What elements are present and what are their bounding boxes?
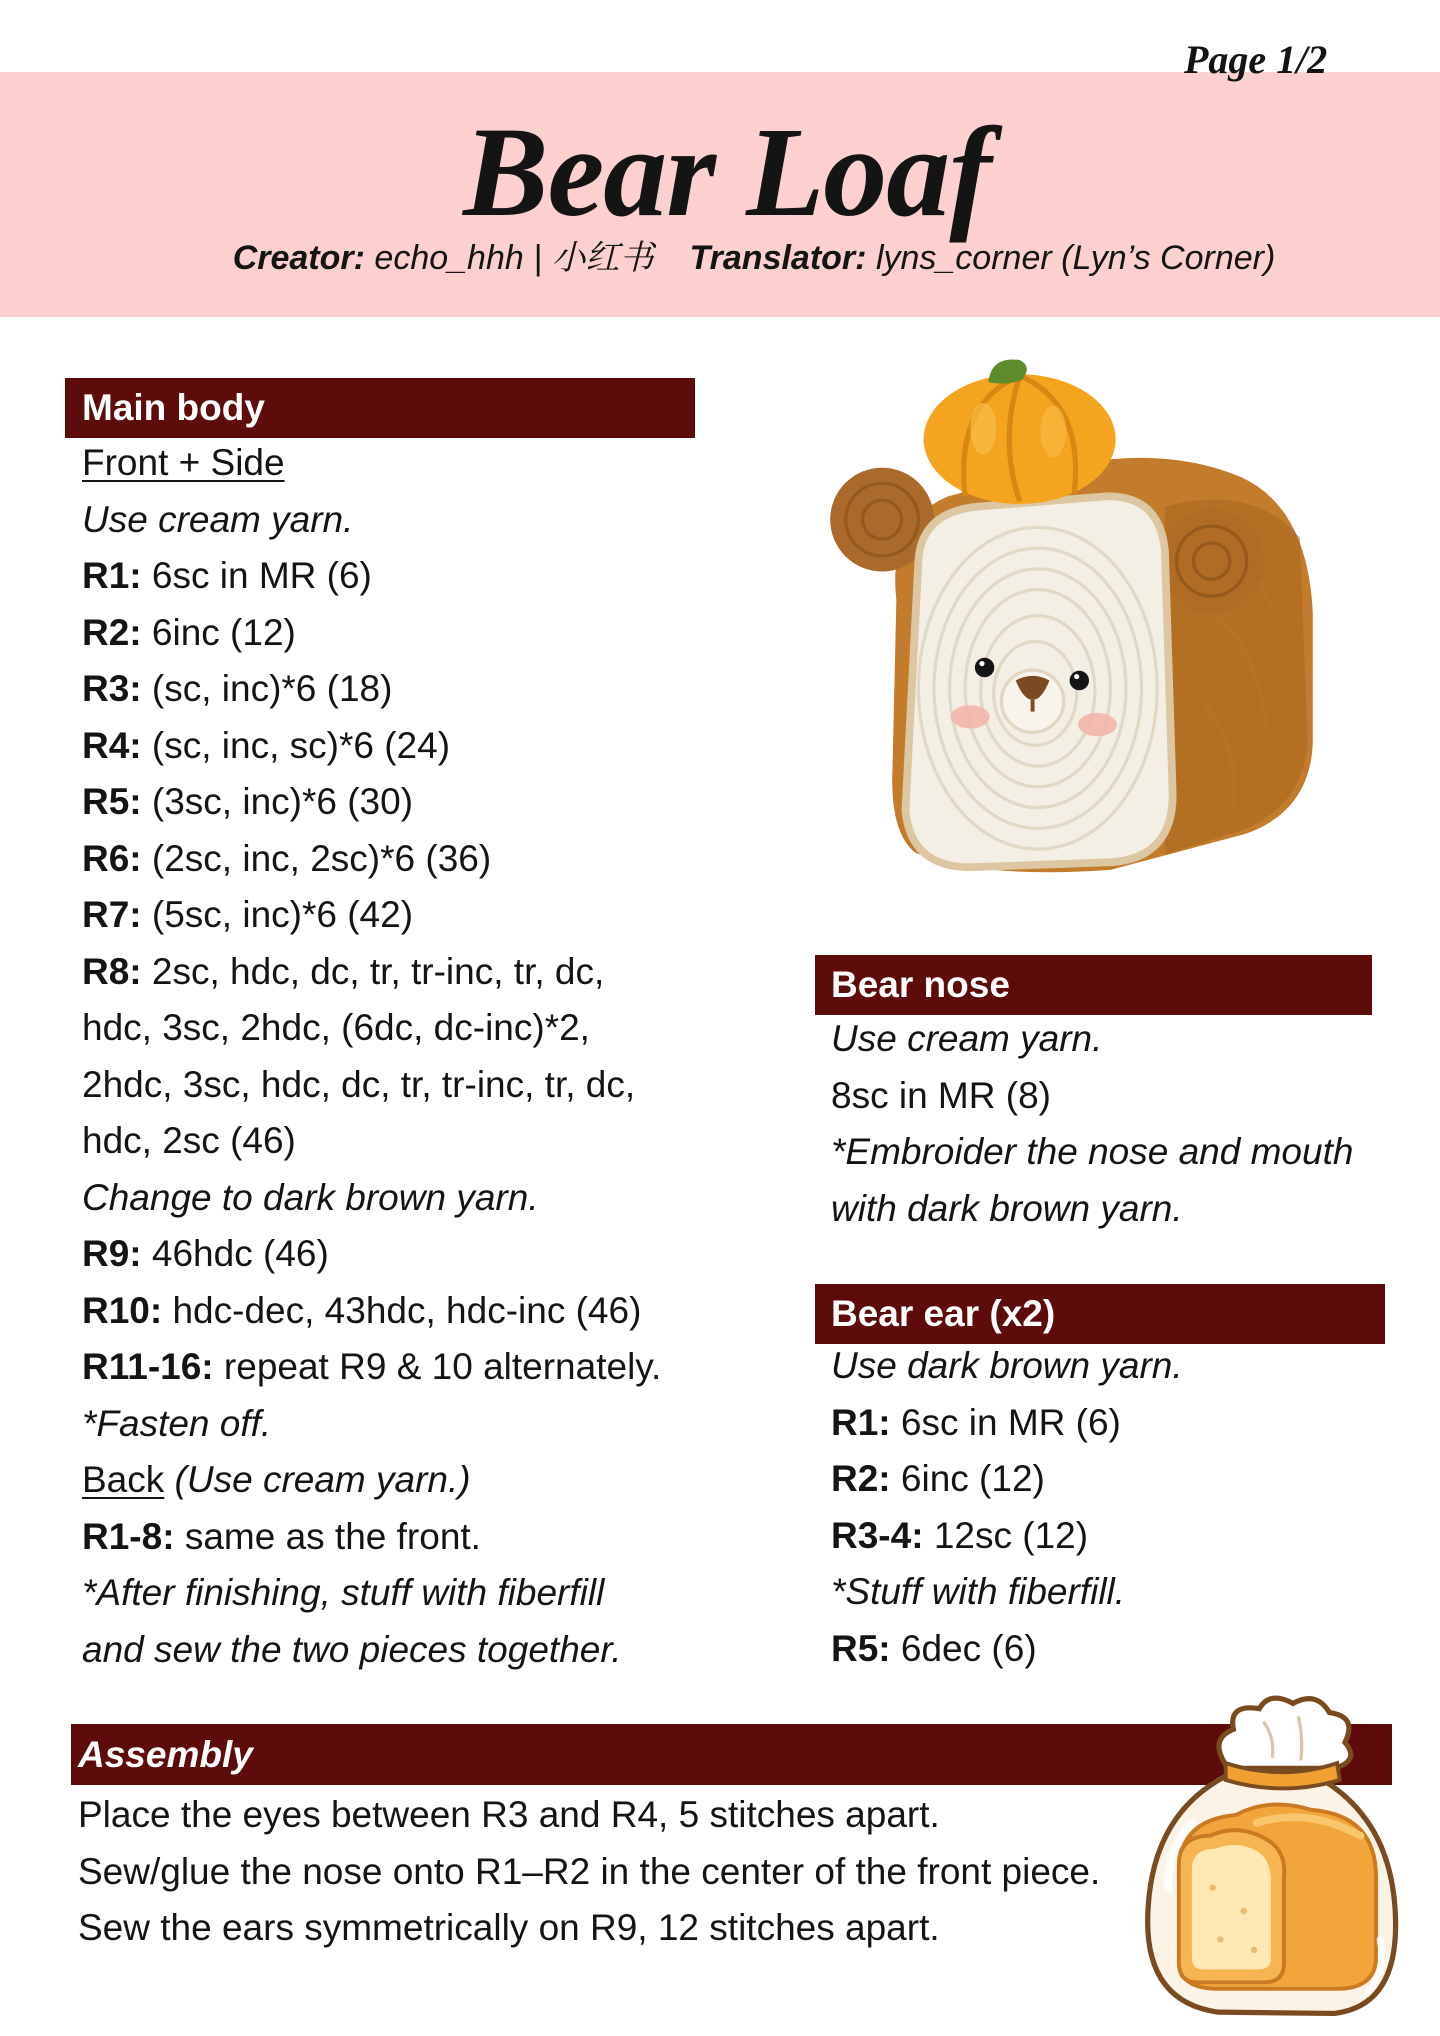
assembly-step: Sew/glue the nose onto R1–R2 in the center of the front piece. (78, 1850, 1101, 1892)
round-label: R4: (82, 724, 142, 766)
credits-line (233, 238, 1276, 278)
round-instruction: same as the front. (184, 1515, 481, 1557)
round-r1 (82, 548, 661, 605)
bread-bag-illustration (1140, 1693, 1402, 2020)
round-instruction: (sc, inc, sc)*6 (24) (151, 724, 451, 766)
nose-instruction: 8sc in MR (8) (831, 1074, 1051, 1116)
right-cheek (1078, 713, 1117, 736)
round-instruction: (5sc, inc)*6 (42) (151, 894, 414, 935)
round-label: R1-8: (82, 1515, 175, 1557)
round-label: R8: (82, 950, 142, 992)
round-label: R7: (82, 894, 142, 935)
bag-top-ruffle (1219, 1698, 1351, 1768)
round-r2 (82, 605, 661, 662)
round-instruction: hdc-dec, 43hdc, hdc-inc (46) (172, 1289, 642, 1331)
round-label: R11-16: (82, 1346, 214, 1387)
page-title: Bear Loaf (463, 101, 991, 243)
bear-loaf-photo (825, 352, 1318, 874)
round-r8 (82, 944, 661, 1001)
round-r8-continued: 2hdc, 3sc, hdc, dc, tr, tr-inc, tr, dc, (82, 1063, 636, 1105)
assembly-section (78, 1787, 1100, 1957)
main-body-heading: Main body (65, 378, 695, 438)
pumpkin (924, 374, 1116, 504)
round-r4 (82, 718, 661, 775)
page-number: Page 1/2 (1184, 37, 1328, 82)
yarn-note: Use cream yarn. (82, 498, 354, 540)
round-r11-16 (82, 1339, 661, 1396)
round-r3 (82, 661, 661, 718)
back-subheading: Back (82, 1459, 165, 1500)
ear-round-r2 (831, 1451, 1183, 1508)
round-r6 (82, 831, 661, 888)
round-instruction: (3sc, inc)*6 (30) (151, 781, 414, 822)
bear-nose-section (831, 1011, 1353, 1237)
fasten-off-note: *Fasten off. (82, 1402, 272, 1444)
bear-ear-section (831, 1338, 1183, 1677)
round-label: R5: (82, 781, 142, 822)
finishing-note: and sew the two pieces together. (82, 1628, 622, 1670)
assembly-step: Place the eyes between R3 and R4, 5 stitches apart. (78, 1794, 940, 1835)
round-instruction: 6inc (12) (151, 611, 296, 653)
left-eye (975, 658, 994, 677)
main-body-section (82, 435, 661, 1678)
back-subheading-line (82, 1452, 661, 1509)
round-label: R5: (831, 1627, 891, 1669)
front-side-subheading-line (82, 435, 661, 492)
round-instruction: repeat R9 & 10 alternately. (223, 1346, 662, 1387)
embroider-note: with dark brown yarn. (831, 1187, 1183, 1229)
assembly-heading: Assembly (71, 1724, 1392, 1785)
ear-round-r1 (831, 1395, 1183, 1452)
creator-label: Creator: (232, 239, 365, 277)
round-r1-8 (82, 1509, 661, 1566)
ear-round-r5 (831, 1621, 1183, 1678)
round-instruction: 6inc (12) (900, 1458, 1045, 1499)
round-instruction: 2sc, hdc, dc, tr, tr-inc, tr, dc, (151, 950, 605, 992)
round-r8-continued: hdc, 3sc, 2hdc, (6dc, dc-inc)*2, (82, 1007, 590, 1048)
round-label: R3: (82, 668, 142, 709)
round-label: R10: (82, 1289, 163, 1331)
round-label: R1: (82, 555, 142, 596)
creator-value: echo_hhh | 小红书 (374, 239, 654, 277)
round-label: R9: (82, 1233, 142, 1274)
bear-ear-heading: Bear ear (x2) (815, 1284, 1385, 1344)
right-ear (1160, 509, 1264, 613)
round-instruction: 46hdc (46) (151, 1233, 329, 1274)
stuff-note: *Stuff with fiberfill. (831, 1571, 1126, 1612)
yarn-note: Use dark brown yarn. (831, 1345, 1183, 1386)
round-instruction: 12sc (12) (933, 1514, 1089, 1556)
back-yarn-note: (Use cream yarn.) (174, 1459, 471, 1500)
finishing-note: *After finishing, stuff with fiberfill (82, 1572, 605, 1613)
embroider-note: *Embroider the nose and mouth (831, 1131, 1354, 1172)
ear-round-r3-4 (831, 1508, 1183, 1565)
round-instruction: 6sc in MR (6) (151, 555, 372, 596)
round-label: R2: (82, 611, 142, 653)
round-r10 (82, 1283, 661, 1340)
round-r8-continued: hdc, 2sc (46) (82, 1120, 296, 1161)
bear-nose-heading: Bear nose (815, 955, 1372, 1015)
round-instruction: 6sc in MR (6) (900, 1401, 1121, 1443)
round-instruction: (sc, inc)*6 (18) (151, 668, 393, 709)
assembly-step: Sew the ears symmetrically on R9, 12 stitches apart. (78, 1907, 940, 1948)
translator-label: Translator: (689, 239, 867, 277)
round-r5 (82, 774, 661, 831)
round-label: R3-4: (831, 1514, 924, 1556)
round-r9 (82, 1226, 661, 1283)
pumpkin-stem (988, 360, 1026, 384)
right-eye (1070, 671, 1089, 690)
front-side-subheading: Front + Side (82, 442, 285, 483)
round-label: R6: (82, 837, 142, 879)
round-instruction: (2sc, inc, 2sc)*6 (36) (151, 837, 492, 879)
left-cheek (951, 705, 990, 728)
round-label: R2: (831, 1458, 891, 1499)
round-r7 (82, 887, 661, 944)
translator-value: lyns_corner (Lyn’s Corner) (875, 239, 1276, 277)
yarn-note: Use cream yarn. (831, 1018, 1103, 1059)
round-label: R1: (831, 1401, 891, 1443)
color-change-note: Change to dark brown yarn. (82, 1176, 539, 1218)
round-instruction: 6dec (6) (900, 1627, 1037, 1669)
